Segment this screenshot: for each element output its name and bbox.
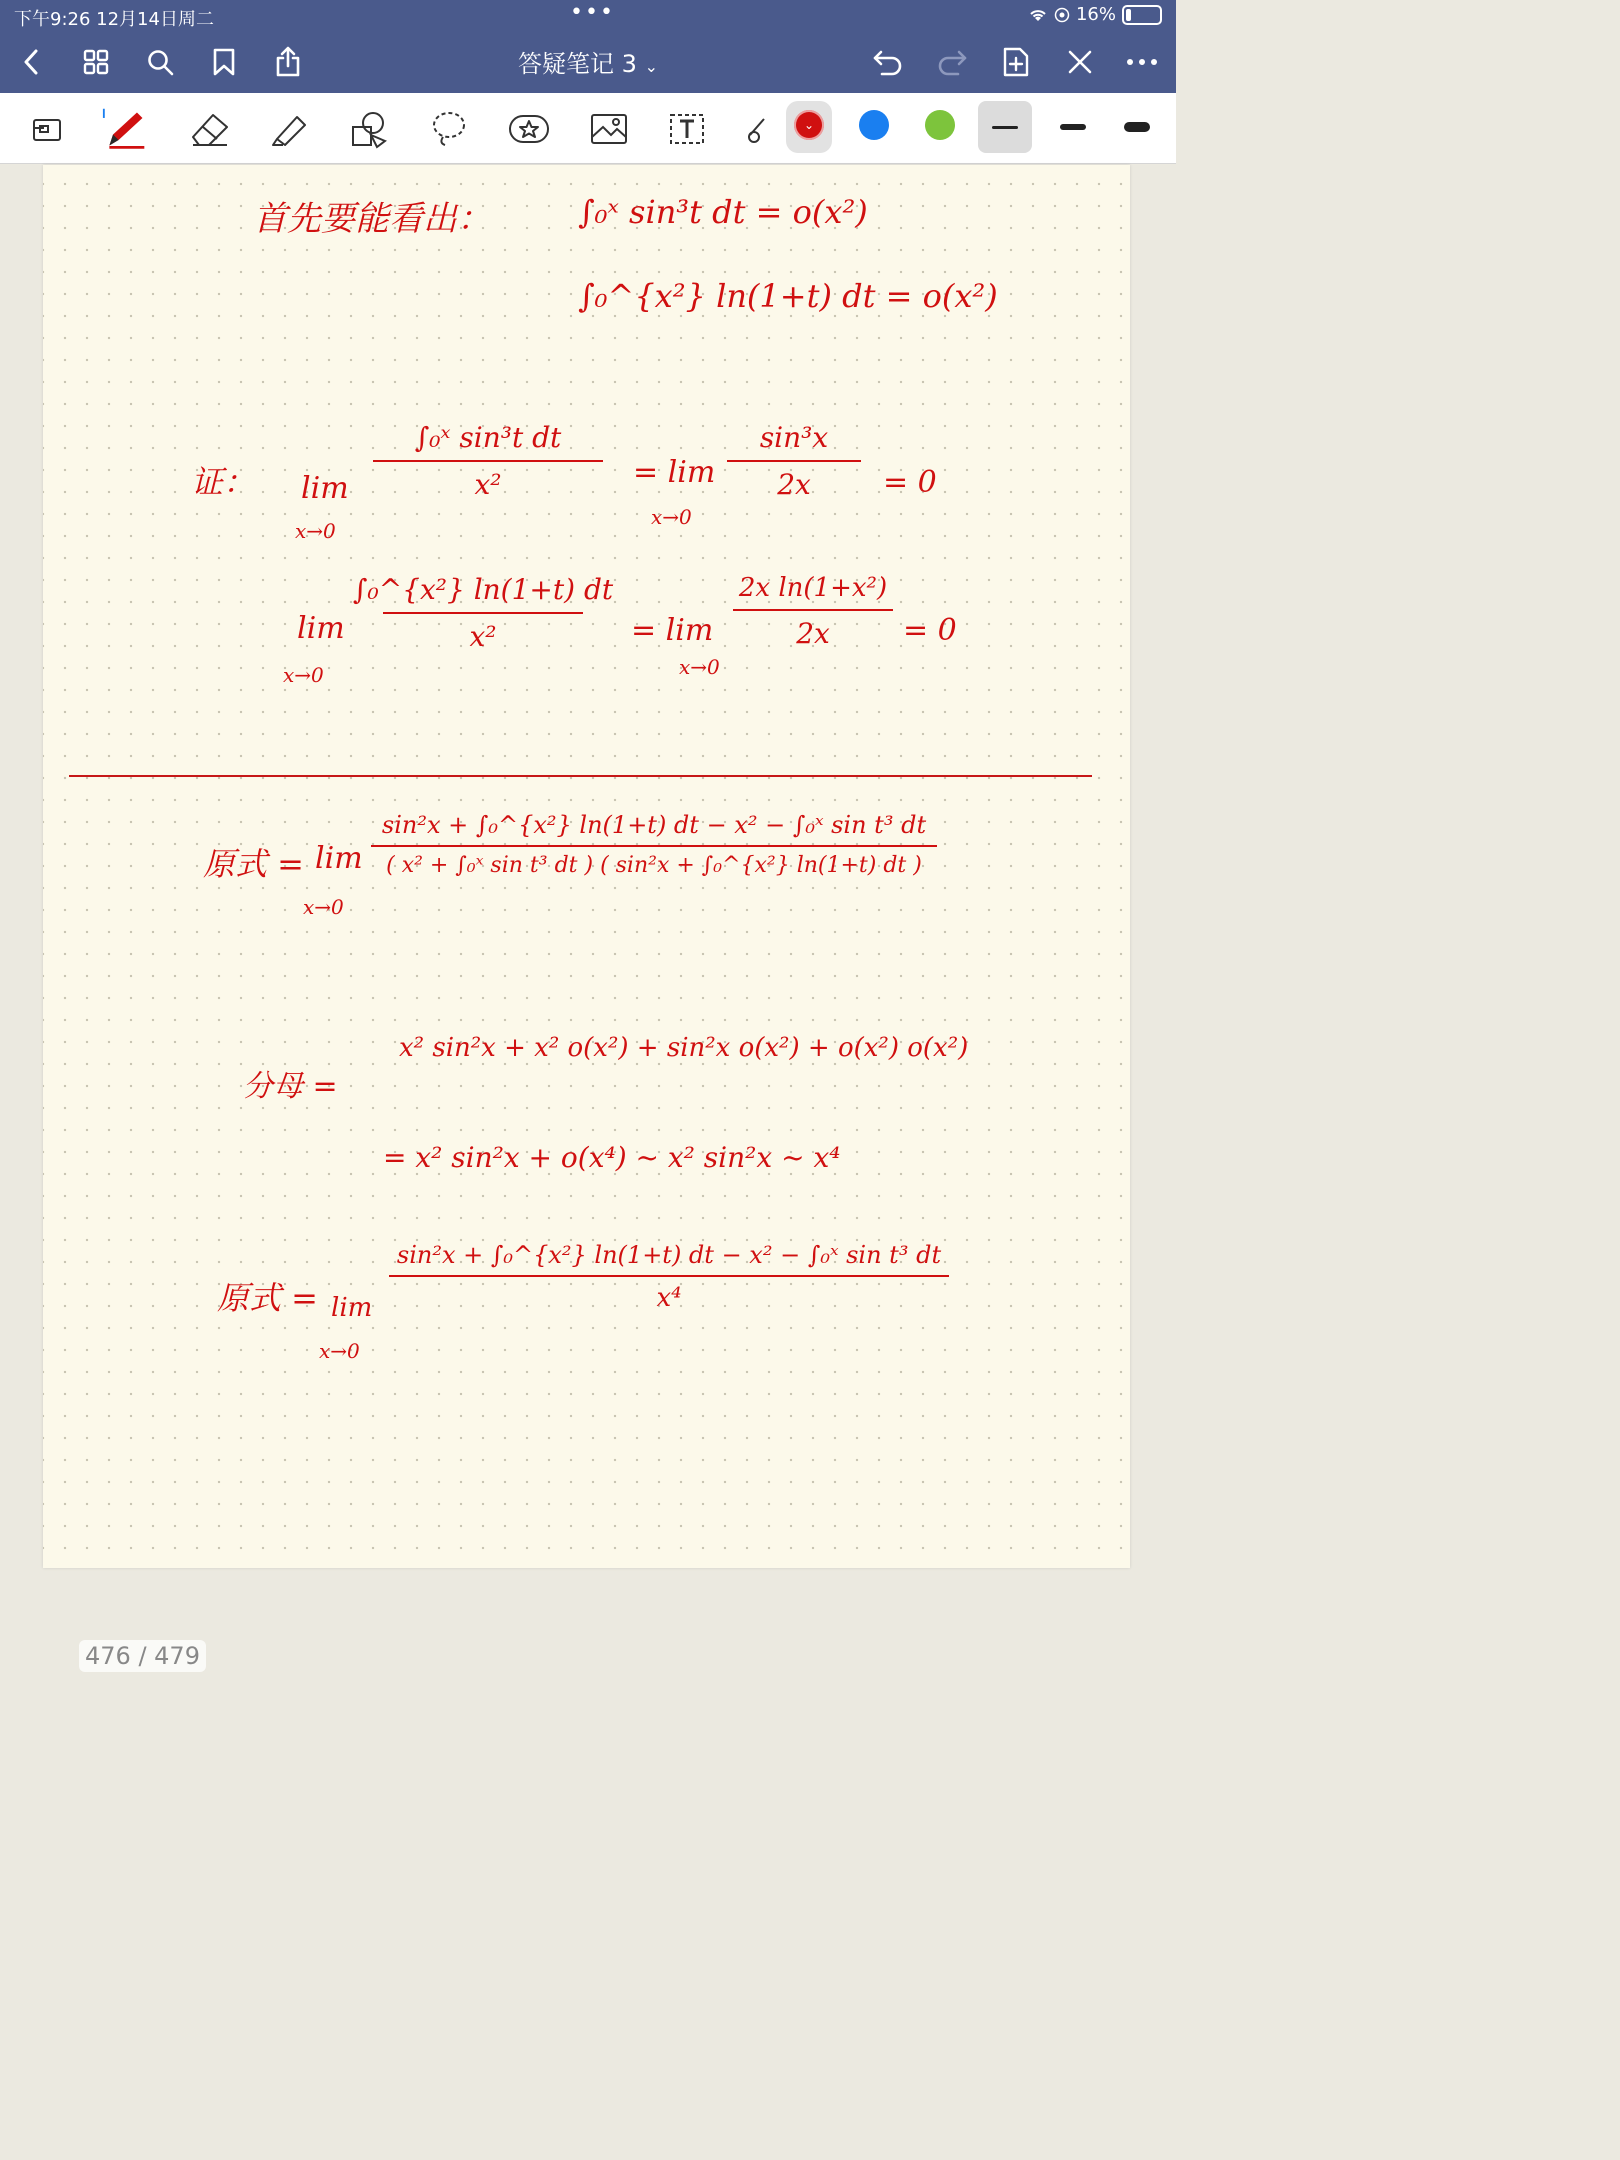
original2-numerator: sin²x + ∫₀^{x²} ln(1+t) dt − x² − ∫₀ˣ sin t³ dt <box>396 1241 942 1269</box>
proof2-result-numerator: 2x ln(1+x²) <box>738 573 888 603</box>
top-chrome <box>0 0 1176 93</box>
selected-check-icon: ⌄ <box>803 118 815 132</box>
proof2-limit-sub: x→0 <box>283 663 324 687</box>
proof1-fraction-bar <box>373 460 603 462</box>
original2-lim: lim <box>331 1293 373 1323</box>
page-indicator: 476 / 479 <box>79 1640 206 1672</box>
pen-size-medium[interactable] <box>1046 101 1100 153</box>
color-swatch-blue[interactable] <box>859 110 889 140</box>
orientation-lock-icon <box>1054 7 1070 23</box>
proof1-fraction <box>373 421 603 501</box>
more-options-icon[interactable] <box>1124 44 1160 80</box>
color-swatch-green[interactable] <box>925 110 955 140</box>
intro-label: 首先要能看出： <box>253 199 491 239</box>
read-only-mode-icon[interactable] <box>24 106 70 152</box>
status-time: 下午9:26 12月14日周二 <box>14 9 214 30</box>
proof2-fraction-bar <box>383 612 583 614</box>
undo-icon[interactable] <box>870 44 906 80</box>
proof2-numerator: ∫₀^{x²} ln(1+t) dt <box>352 573 614 606</box>
wifi-icon <box>1028 7 1048 23</box>
image-icon[interactable] <box>586 106 632 152</box>
original2-limit-sub: x→0 <box>319 1339 360 1363</box>
original2-denominator: x⁴ <box>656 1283 682 1313</box>
nav-bar <box>0 30 1176 93</box>
pen-size-thick-bar <box>1124 122 1150 132</box>
redo-icon[interactable] <box>934 44 970 80</box>
pen-size-medium-bar <box>1060 124 1086 130</box>
eraser-icon[interactable] <box>186 106 232 152</box>
shapes-icon[interactable] <box>346 106 392 152</box>
status-bar <box>0 0 1176 30</box>
proof2-result-denominator: 2x <box>796 617 830 650</box>
proof1-lim: lim <box>301 471 349 506</box>
add-page-icon[interactable] <box>998 44 1034 80</box>
denominator-equivalent: = x² sin²x + o(x⁴) ~ x² sin²x ~ x⁴ <box>383 1141 841 1174</box>
text-box-icon[interactable] <box>664 106 710 152</box>
proof1-denominator: x² <box>474 468 502 501</box>
original-limit-sub: x→0 <box>303 895 344 919</box>
pen-size-thin[interactable] <box>978 101 1032 153</box>
laser-pointer-icon[interactable] <box>736 106 776 152</box>
proof2-limit-sub-2: x→0 <box>679 655 720 679</box>
proof2-lim: lim <box>297 611 345 646</box>
proof1-equals-lim: = lim <box>633 455 716 490</box>
color-swatch-red[interactable] <box>794 110 824 140</box>
original-lim: lim <box>315 841 363 876</box>
original2-fraction <box>389 1241 949 1313</box>
battery-icon <box>1122 5 1162 25</box>
denominator-label: 分母 = <box>243 1069 338 1104</box>
original2-fraction-bar <box>389 1275 949 1277</box>
battery-percent: 16% <box>1075 4 1116 25</box>
multitask-dots[interactable]: ••• <box>570 0 615 25</box>
sticker-icon[interactable] <box>506 106 552 152</box>
proof1-numerator: ∫₀ˣ sin³t dt <box>414 421 562 454</box>
denominator-expansion: x² sin²x + x² o(x²) + sin²x o(x²) + o(x²) o(x²) <box>399 1033 969 1063</box>
proof1-result-denominator: 2x <box>777 468 811 501</box>
proof2-result-fraction <box>733 573 893 650</box>
proof2-result-bar <box>733 609 893 611</box>
original2-label: 原式 = <box>217 1279 318 1317</box>
original-label: 原式 = <box>203 845 304 883</box>
original-fraction-bar <box>371 845 937 847</box>
original-denominator: ( x² + ∫₀ˣ sin t³ dt ) ( sin²x + ∫₀^{x²} ln(1+t) dt ) <box>386 853 922 878</box>
original-numerator: sin²x + ∫₀^{x²} ln(1+t) dt − x² − ∫₀ˣ sin t³ dt <box>381 811 927 839</box>
proof2-denominator: x² <box>469 620 497 653</box>
proof2-result: = 0 <box>903 613 957 648</box>
close-pen-icon[interactable] <box>1062 44 1098 80</box>
proof1-result-fraction <box>727 421 861 501</box>
proof2-fraction <box>352 573 614 653</box>
proof2-equals-lim: = lim <box>631 613 714 648</box>
claim-integral-ln: ∫₀^{x²} ln(1+t) dt = o(x²) <box>578 277 998 315</box>
lasso-icon[interactable] <box>426 106 472 152</box>
divider-line <box>69 775 1092 777</box>
chevron-down-icon: ⌄ <box>644 57 658 76</box>
proof1-limit-sub-2: x→0 <box>651 505 692 529</box>
pen-tool-icon[interactable] <box>102 106 148 152</box>
proof1-result: = 0 <box>883 465 937 500</box>
proof-label: 证： <box>191 463 256 501</box>
proof1-limit-sub: x→0 <box>295 519 336 543</box>
notebook-title-text: 答疑笔记 3 <box>518 50 637 78</box>
pen-size-thick[interactable] <box>1110 101 1164 153</box>
note-page[interactable] <box>43 165 1130 1670</box>
highlighter-icon[interactable] <box>266 106 312 152</box>
proof1-result-numerator: sin³x <box>759 421 829 454</box>
pen-size-thin-bar <box>992 126 1018 129</box>
claim-integral-sin: ∫₀ˣ sin³t dt = o(x²) <box>578 193 868 231</box>
status-right <box>1028 4 1162 25</box>
proof1-result-bar <box>727 460 861 462</box>
tool-bar <box>0 93 1176 164</box>
original-fraction <box>371 811 937 878</box>
